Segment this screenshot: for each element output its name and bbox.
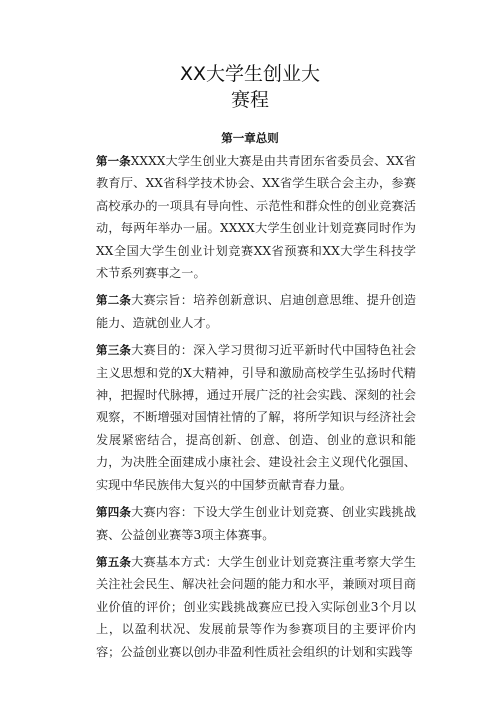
document-body	[96, 150, 416, 668]
article-4	[96, 501, 416, 546]
article-text: 大赛内容：下设大学生创业计划竞赛、创业实践挑战赛、公益创业赛等3项主体赛事。	[96, 505, 417, 542]
article-5	[96, 551, 416, 663]
article-text: 大赛宗旨：培养创新意识、启迪创意思维、提升创造能力、造就创业人才。	[96, 293, 417, 330]
document-title-line1: XX大学生创业大	[179, 63, 321, 85]
document-title-line2: 赛程	[230, 89, 269, 111]
article-label: 第一条	[96, 154, 131, 168]
article-label: 第三条	[96, 343, 132, 358]
article-text: 大赛目的：深入学习贯彻习近平新时代中国特色社会主义思想和党的X大精神，引导和激励高校学生弘扬时代精神，把握时代脉搏，通过开展广泛的社会实践、深刻的社会观察，不断增强对国情社情的了解，将所学知识与经济社会发展紧密结合，提高创新、创意、创造、创业的意识和能力，为决胜全面建成小康社会、建设社会主义现代化强国、实现中华民族伟大复兴的中国梦贡献青春力量。	[96, 343, 417, 492]
article-label: 第五条	[96, 554, 132, 569]
chapter-heading: 第一章总则	[221, 131, 279, 145]
article-3	[96, 339, 416, 496]
article-2	[96, 289, 416, 334]
article-1	[96, 150, 416, 284]
article-text: XXXX大学生创业大赛是由共青团东省委员会、XX省教育厅、XX省科学技术协会、XX省学生联合会主办，参赛高校承办的一项具有导向性、示范性和群众性的创业竞赛活动，每两年举办一届。XXXX大学生创业计划竞赛同时作为XX全国大学生创业计划竞赛XX省预赛和XX大学生科技学术节系列赛事之一。	[96, 154, 417, 281]
article-label: 第四条	[96, 505, 132, 520]
article-label: 第二条	[96, 293, 132, 308]
article-text: 大赛基本方式：大学生创业计划竞赛注重考察大学生关注社会民生、解决社会问题的能力和水平，兼顾对项目商业价值的评价；创业实践挑战赛应已投入实际创业3个月以上，以盈利状况、发展前景等作为参赛项目的主要评价内容；公益创业赛以创办非盈利性质社会组织的计划和实践等	[96, 554, 417, 659]
